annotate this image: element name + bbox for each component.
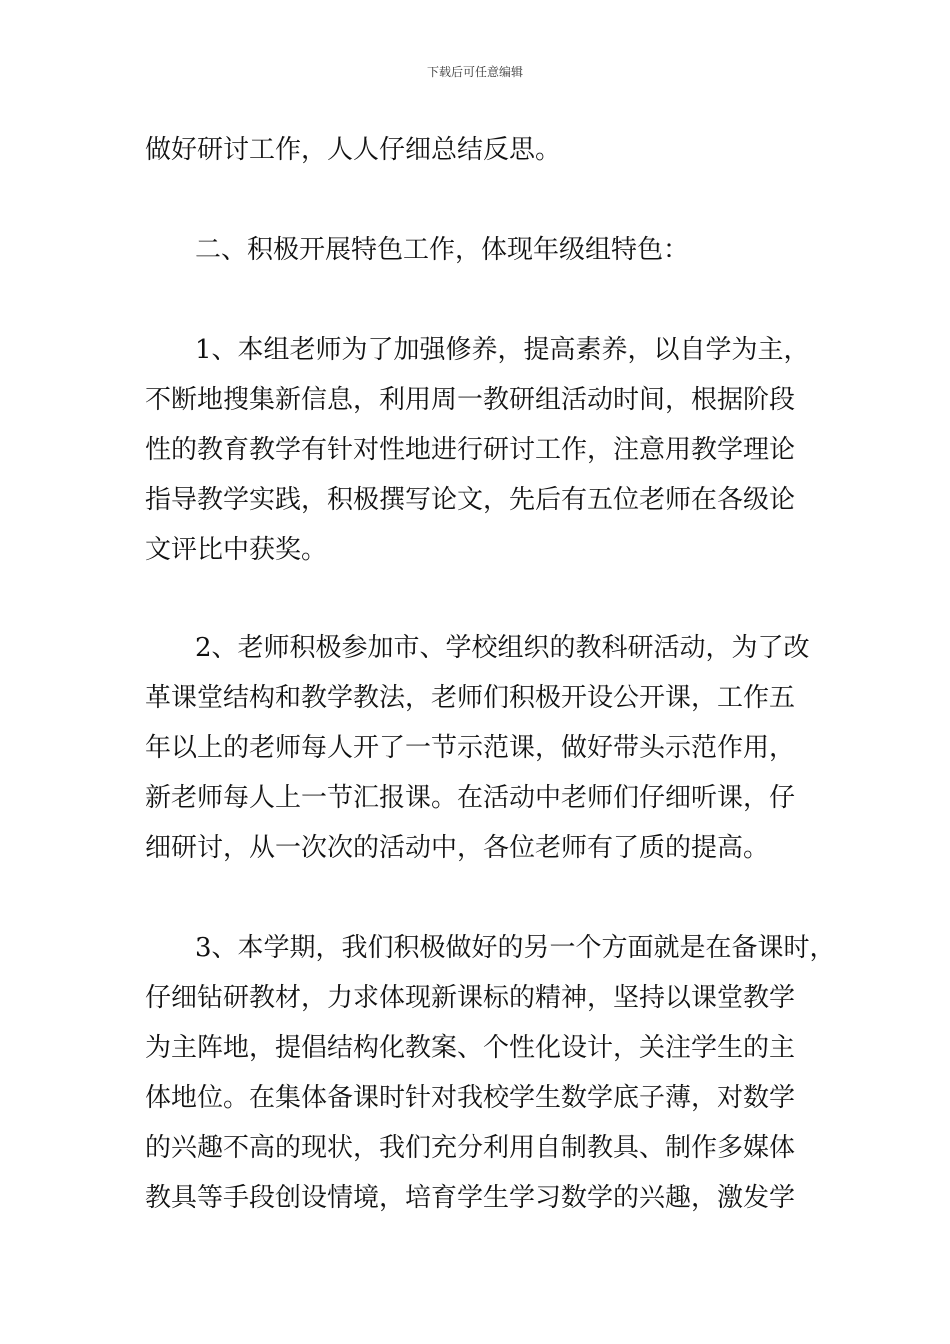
paragraph-line: 3、本学期，我们积极做好的另一个方面就是在备课时，: [195, 933, 836, 963]
paragraph-line: 2、老师积极参加市、学校组织的教科研活动，为了改: [195, 633, 810, 663]
paragraph-line: 性的教育教学有针对性地进行研讨工作，注意用教学理论: [145, 435, 796, 465]
paragraph-line: 年以上的老师每人开了一节示范课，做好带头示范作用，: [145, 733, 796, 763]
paragraph-line: 的兴趣不高的现状，我们充分利用自制教具、制作多媒体: [145, 1133, 796, 1163]
paragraph-line: 革课堂结构和教学教法，老师们积极开设公开课，工作五: [145, 683, 796, 713]
paragraph-line: 1、本组老师为了加强修养，提高素养，以自学为主，: [195, 335, 810, 365]
paragraph-line: 做好研讨工作，人人仔细总结反思。: [145, 135, 562, 165]
paragraph-line: 教具等手段创设情境，培育学生学习数学的兴趣，激发学: [145, 1183, 796, 1213]
page-header: 下载后可任意编辑: [426, 65, 523, 79]
paragraph-line: 体地位。在集体备课时针对我校学生数学底子薄，对数学: [145, 1083, 796, 1113]
paragraph-line: 为主阵地，提倡结构化教案、个性化设计，关注学生的主: [145, 1033, 796, 1063]
paragraph-line: 细研讨，从一次次的活动中，各位老师有了质的提高。: [145, 833, 770, 863]
section-heading: 二、积极开展特色工作，体现年级组特色：: [195, 235, 690, 265]
paragraph-line: 仔细钻研教材，力求体现新课标的精神，坚持以课堂教学: [145, 983, 796, 1013]
paragraph-line: 新老师每人上一节汇报课。在活动中老师们仔细听课，仔: [145, 783, 796, 813]
paragraph-line: 文评比中获奖。: [145, 535, 328, 565]
paragraph-line: 不断地搜集新信息，利用周一教研组活动时间，根据阶段: [145, 385, 796, 415]
paragraph-line: 指导教学实践，积极撰写论文，先后有五位老师在各级论: [145, 485, 796, 515]
